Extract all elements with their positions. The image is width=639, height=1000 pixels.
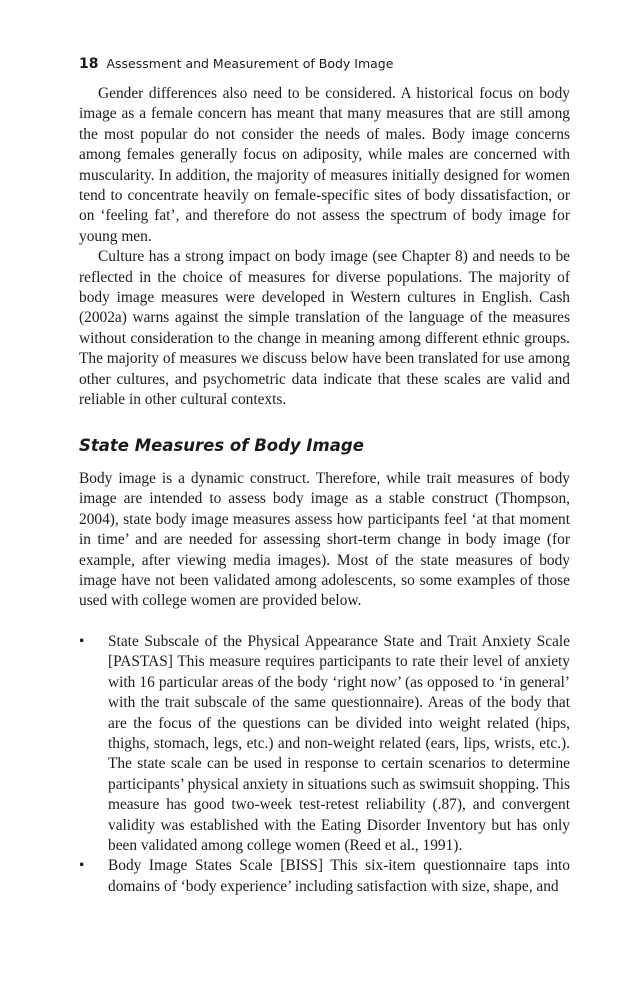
paragraph-gender-differences: Gender differences also need to be considered. A historical focus on body image as a female concern has meant that many measures that are still among the most popular do not consider the needs of males. Body image concerns among females generally focus on adiposity, while males are concerned with muscularity. In addition, the majority of measures initially designed for women tend to concentrate heavily on female-specific sites of body dissatisfaction, or on ‘feeling fat’, and therefore do not assess the spectrum of body image for young men.	[79, 85, 570, 245]
paragraph-state-measures: Body image is a dynamic construct. Therefore, while trait measures of body image are intended to assess body image as a stable construct (Thompson, 2004), state body image measures assess how participants feel ‘at that moment in time’ and are needed for assessing short-term change in body image (for example, after viewing media images). Most of the state measures of body image have not been validated among adolescents, so some examples of those used with college women are provided below.	[79, 470, 570, 610]
intro-text-block	[79, 84, 570, 411]
bullet-list	[79, 632, 570, 897]
running-title: Assessment and Measurement of Body Image	[106, 56, 394, 71]
section-heading: State Measures of Body Image	[79, 436, 364, 455]
list-item-text: State Subscale of the Physical Appearance State and Trait Anxiety Scale [PASTAS] This measure requires participants to rate their level of anxiety with 16 particular areas of the body ‘right now’ (as opposed to ‘in general’ with the trait subscale of the same questionnaire). Areas of the body that are the focus of the questions can be divided into weight related (hips, thighs, stomach, legs, etc.) and non-weight related (ears, lips, wrists, etc.). The state scale can be used in response to certain scenarios to determine participants’ physical anxiety in situations such as swimsuit shopping. This measure has good two-week test-retest reliability (.87), and convergent validity was established with the Eating Disorder Inventory but has only been validated among college women (Reed et al., 1991).	[108, 633, 570, 855]
running-head	[79, 56, 393, 72]
bullet-marker: •	[79, 857, 85, 875]
state-measures-text-block	[79, 469, 570, 612]
bullet-marker: •	[79, 633, 85, 650]
list-item	[79, 632, 570, 856]
list-item-text: Body Image States Scale [BISS] This six-item questionnaire taps into domains of ‘body experience’ including satisfaction with size, shape, and	[108, 857, 570, 895]
paragraph-culture: Culture has a strong impact on body image (see Chapter 8) and needs to be reflected in the choice of measures for diverse populations. The majority of body image measures were developed in Western cultures in English. Cash (2002a) warns against the simple translation of the language of the measures without consideration to the change in meaning among different ethnic groups. The majority of measures we discuss below have been translated for use among other cultures, and psychometric data indicate that these scales are valid and reliable in other cultural contexts.	[79, 248, 570, 409]
list-item	[79, 856, 570, 897]
page-number: 18	[79, 56, 99, 72]
